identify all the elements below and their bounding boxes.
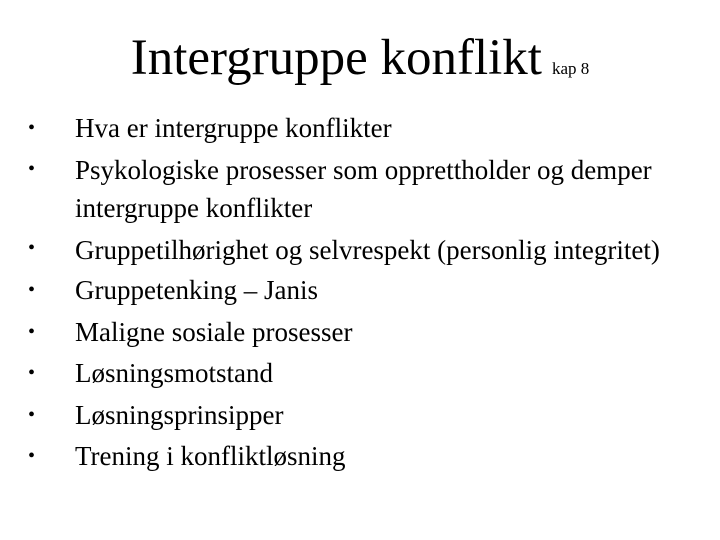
chapter-reference: kap 8	[551, 59, 590, 78]
bullet-dot-icon: •	[28, 117, 36, 139]
slide-title	[0, 28, 720, 88]
bullet-text: Løsningsmotstand	[75, 358, 274, 389]
bullet-text: Hva er intergruppe konflikter	[75, 113, 392, 143]
bullet-item	[0, 150, 720, 229]
bullet-text: Psykologiske prosesser som opprettholder og demper intergruppe konflikter	[75, 155, 652, 224]
bullet-text: Trening i konfliktløsning	[75, 441, 346, 472]
bullet-list	[0, 108, 720, 478]
bullet-text: Gruppetenking – Janis	[75, 275, 318, 306]
bullet-item	[0, 270, 720, 312]
bullet-text: Løsningsprinsipper	[75, 399, 284, 430]
bullet-item	[0, 395, 720, 437]
bullet-text: Gruppetilhørighet og selvrespekt (personlig integritet)	[75, 234, 660, 265]
bullet-item	[0, 436, 720, 478]
title-text: Intergruppe konflikt	[130, 30, 542, 86]
bullet-dot-icon: •	[28, 157, 36, 180]
bullet-dot-icon: •	[28, 320, 36, 343]
bullet-item	[0, 108, 720, 150]
bullet-item	[0, 353, 720, 395]
bullet-dot-icon: •	[28, 403, 36, 426]
bullet-dot-icon: •	[28, 279, 36, 302]
bullet-item	[0, 229, 720, 270]
bullet-dot-icon: •	[28, 445, 36, 468]
bullet-text: Maligne sosiale prosesser	[75, 316, 353, 347]
bullet-dot-icon: •	[28, 236, 36, 259]
bullet-dot-icon: •	[28, 362, 36, 385]
bullet-item	[0, 312, 720, 354]
